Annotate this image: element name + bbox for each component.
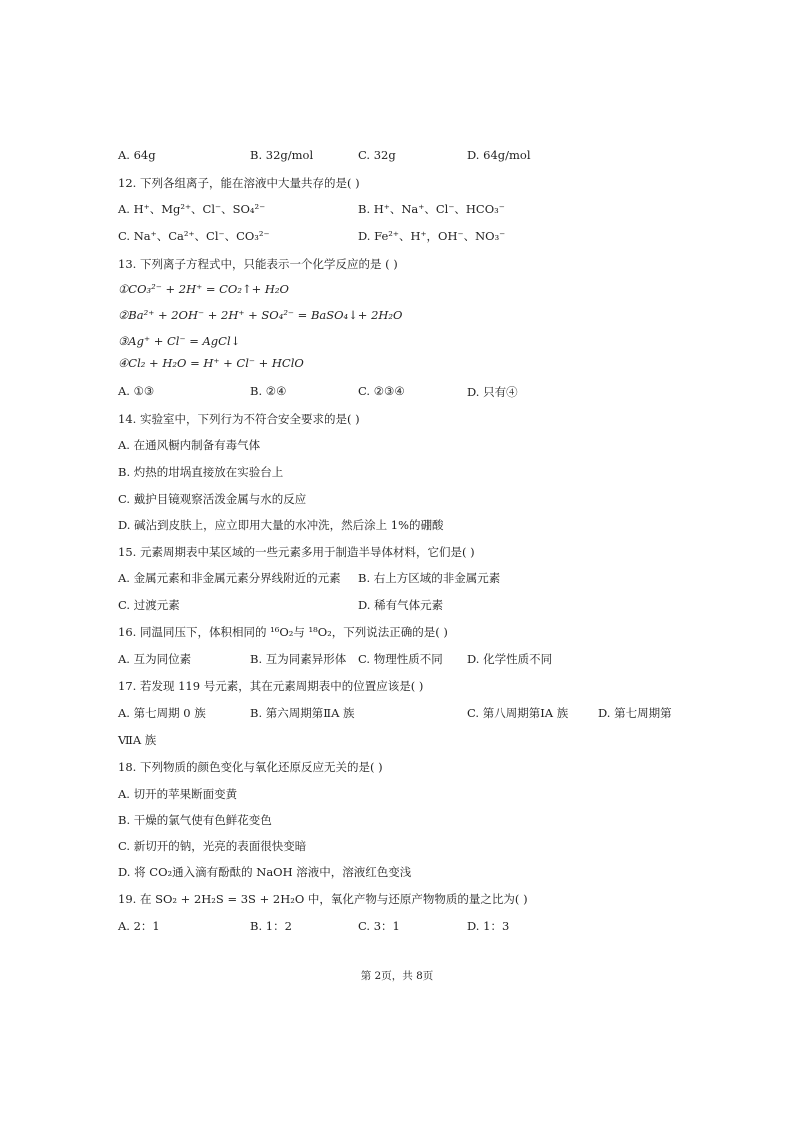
q19-option-b: B. 1：2 [250,919,292,933]
q15-option-a: A. 金属元素和非金属元素分界线附近的元素 [118,571,341,585]
q13-option-a: A. ①③ [118,384,155,398]
q14-stem: 14. 实验室中，下列行为不符合安全要求的是( ) [118,412,360,426]
q13-stem: 13. 下列离子方程式中，只能表示一个化学反应的是 ( ) [118,257,398,271]
q11-option-d: D. 64g/mol [467,148,531,162]
q12-option-d: D. Fe²⁺、H⁺，OH⁻、NO₃⁻ [358,229,506,243]
q15-stem: 15. 元素周期表中某区域的一些元素多用于制造半导体材料，它们是( ) [118,545,475,559]
q17-option-b: B. 第六周期第ⅡA 族 [250,706,355,720]
q17-stem: 17. 若发现 119 号元素，其在元素周期表中的位置应该是( ) [118,679,424,693]
q11-option-c: C. 32g [358,148,396,162]
q16-option-d: D. 化学性质不同 [467,652,553,666]
q12-option-b: B. H⁺、Na⁺、Cl⁻、HCO₃⁻ [358,202,505,216]
q17-option-d: D. 第七周期第 [598,706,672,720]
q14-option-a: A. 在通风橱内制备有毒气体 [118,438,261,452]
q14-option-d: D. 碱沾到皮肤上，应立即用大量的水冲洗，然后涂上 1%的硼酸 [118,518,444,532]
q12-stem: 12. 下列各组离子，能在溶液中大量共存的是( ) [118,176,360,190]
q13-option-c: C. ②③④ [358,384,405,398]
q13-equation-1: ①CO₃²⁻ + 2H⁺ = CO₂↑+ H₂O [118,282,289,296]
q17-option-a: A. 第七周期 0 族 [118,706,206,720]
q16-stem: 16. 同温同压下，体积相同的 ¹⁶O₂与 ¹⁸O₂，下列说法正确的是( ) [118,625,448,639]
q12-option-c: C. Na⁺、Ca²⁺、Cl⁻、CO₃²⁻ [118,229,270,243]
q16-option-a: A. 互为同位素 [118,652,192,666]
q18-option-b: B. 干燥的氯气使有色鲜花变色 [118,813,272,827]
q15-option-c: C. 过渡元素 [118,598,180,612]
q13-option-d: D. 只有④ [467,385,518,399]
q19-stem: 19. 在 SO₂ + 2H₂S = 3S + 2H₂O 中，氧化产物与还原产物物质的量之比为( ) [118,892,528,906]
q19-option-a: A. 2：1 [118,919,160,933]
q16-option-b: B. 互为同素异形体 [250,652,347,666]
q11-option-b: B. 32g/mol [250,148,314,162]
q11-option-a: A. 64g [118,148,156,162]
page-footer: 第 2页，共 8页 [360,970,434,982]
q18-stem: 18. 下列物质的颜色变化与氧化还原反应无关的是( ) [118,760,383,774]
q19-option-d: D. 1：3 [467,919,510,933]
q14-option-b: B. 灼热的坩埚直接放在实验台上 [118,465,284,479]
q17-option-c: C. 第八周期第ⅠA 族 [467,706,569,720]
q15-option-d: D. 稀有气体元素 [358,598,444,612]
q18-option-c: C. 新切开的钠，光亮的表面很快变暗 [118,839,307,853]
q13-equation-2: ②Ba²⁺ + 2OH⁻ + 2H⁺ + SO₄²⁻ = BaSO₄↓+ 2H₂O [118,308,403,322]
q18-option-d: D. 将 CO₂通入滴有酚酞的 NaOH 溶液中，溶液红色变浅 [118,865,412,879]
q18-option-a: A. 切开的苹果断面变黄 [118,787,238,801]
q14-option-c: C. 戴护目镜观察活泼金属与水的反应 [118,492,307,506]
q12-option-a: A. H⁺、Mg²⁺、Cl⁻、SO₄²⁻ [118,202,266,216]
q15-option-b: B. 右上方区域的非金属元素 [358,571,501,585]
q13-equation-4: ④Cl₂ + H₂O = H⁺ + Cl⁻ + HClO [118,356,304,370]
q19-option-c: C. 3：1 [358,919,400,933]
q13-equation-3: ③Ag⁺ + Cl⁻ = AgCl↓ [118,334,241,348]
q13-option-b: B. ②④ [250,384,287,398]
q16-option-c: C. 物理性质不同 [358,652,443,666]
q17-option-d-wrap: ⅦA 族 [118,733,157,747]
